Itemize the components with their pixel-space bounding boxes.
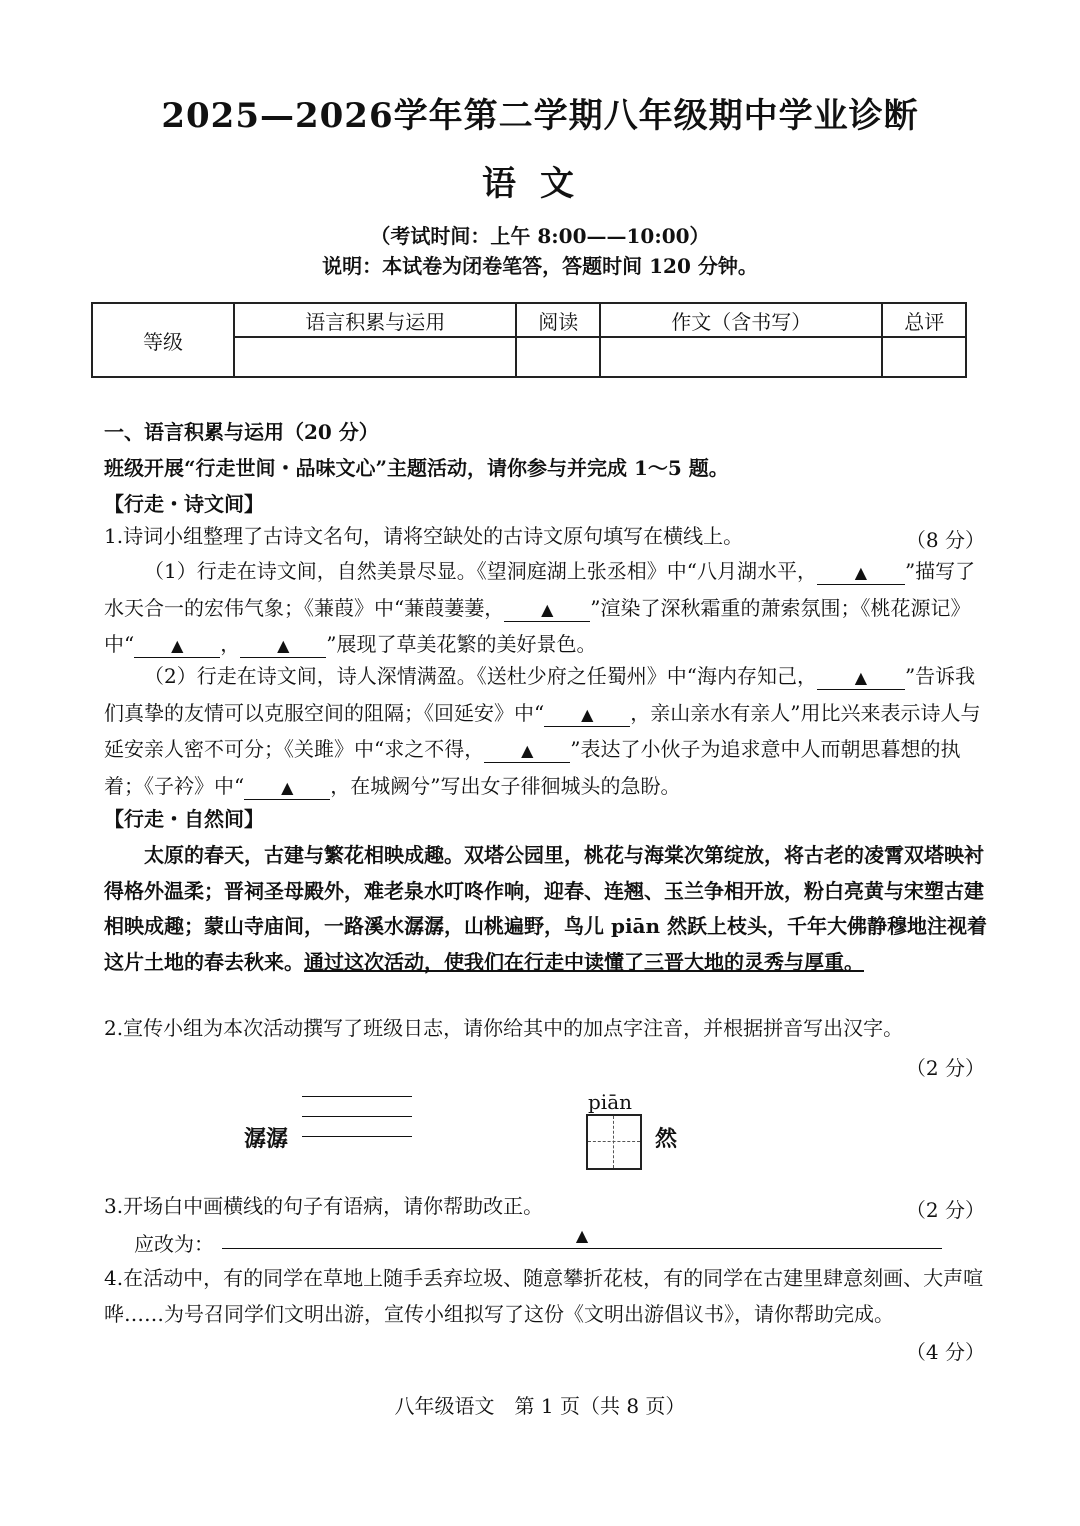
pinyin-line-2[interactable]	[302, 1116, 412, 1117]
grade-col-writing: 作文（含书写）	[600, 303, 882, 337]
q1-stem: 1.诗词小组整理了古诗文名句，请将空缺处的古诗文原句填写在横线上。	[104, 524, 744, 548]
grade-table	[91, 302, 967, 378]
exam-time: （考试时间：上午 8:00——10:00）	[370, 224, 710, 248]
pinyin-line-1[interactable]	[302, 1096, 412, 1097]
grade-col-reading: 阅读	[516, 303, 600, 337]
q4-stem: 4.在活动中，有的同学在草地上随手丢弃垃圾、随意攀折花枝，有的同学在古建里肆意刻画、大声喧哗……为号召同学们文明出游，宣传小组拟写了这份《文明出游倡议书》，请你帮助完成。	[104, 1266, 984, 1326]
answer-blank[interactable]: ▲	[484, 738, 570, 763]
grade-cell-total[interactable]	[882, 337, 966, 377]
q1-score: （8 分）	[905, 528, 985, 552]
pinyin-line-3[interactable]	[302, 1136, 412, 1137]
q2-score: （2 分）	[905, 1056, 985, 1080]
q3-answer-label: 应改为：	[134, 1232, 214, 1256]
q2-pinyin: piān	[588, 1090, 633, 1114]
q1-part2: （2）行走在诗文间，诗人深情满盈。《送杜少府之任蜀州》中“海内存知己， ▲ ”告诉我们真挚的友情可以克服空间的阻隔；《回延安》中“ ▲ ，亲山亲水有亲人”用比兴来表示诗人与延安亲人密不可分；《关雎》中“求之不得， ▲ ”表达了小伙子为追求意中人而朝思暮想的执着；《子衿》中“ ▲ ，在城阙兮”写出女子徘徊城头的急盼。	[104, 664, 981, 798]
subsection-poetry: 【行走・诗文间】	[104, 492, 264, 516]
answer-blank[interactable]: ▲	[244, 775, 330, 800]
subsection-nature: 【行走・自然间】	[104, 807, 264, 831]
answer-blank[interactable]: ▲	[240, 633, 326, 658]
grade-cell-language[interactable]	[234, 337, 516, 377]
q2-word: 潺潺	[244, 1126, 289, 1152]
nature-passage: 太原的春天，古建与繁花相映成趣。双塔公园里，桃花与海棠次第绽放，将古老的凌霄双塔映衬得格外温柔；晋祠圣母殿外，难老泉水叮咚作响，迎春、连翘、玉兰争相开放，粉白亮黄与宋塑古建相映成趣；蒙山寺庙间，一路溪水潺潺，山桃遍野，鸟儿 piān 然跃上枝头，千年大佛静穆地注视着这片土地的春去秋来。通过这次活动，使我们在行走中读懂了三晋大地的灵秀与厚重。	[104, 843, 988, 974]
q3-answer-line[interactable]: ▲	[222, 1226, 942, 1249]
q4-score: （4 分）	[905, 1340, 985, 1364]
grade-cell-writing[interactable]	[600, 337, 882, 377]
subject-title: 语文	[482, 164, 598, 204]
exam-title: 2025—2026学年第二学期八年级期中学业诊断	[161, 96, 919, 136]
grade-cell-reading[interactable]	[516, 337, 600, 377]
answer-blank[interactable]: ▲	[504, 597, 590, 622]
character-box[interactable]	[586, 1114, 642, 1170]
page-footer: 八年级语文 第 1 页（共 8 页）	[394, 1394, 686, 1418]
q2-ran: 然	[655, 1126, 678, 1152]
q2-stem: 2.宣传小组为本次活动撰写了班级日志，请你给其中的加点字注音，并根据拼音写出汉字。	[104, 1016, 904, 1040]
underlined-sentence: 通过这次活动，使我们在行走中读懂了三晋大地的灵秀与厚重。	[304, 949, 864, 974]
q3-stem: 3.开场白中画横线的句子有语病，请你帮助改正。	[104, 1194, 544, 1218]
q3-score: （2 分）	[905, 1198, 985, 1222]
answer-blank[interactable]: ▲	[134, 633, 220, 658]
section-intro: 班级开展“行走世间・品味文心”主题活动，请你参与并完成 1～5 题。	[104, 456, 729, 480]
answer-blank[interactable]: ▲	[817, 560, 905, 585]
grade-row-label: 等级	[92, 303, 234, 377]
answer-blank[interactable]: ▲	[817, 665, 905, 690]
grade-col-language: 语言积累与运用	[234, 303, 516, 337]
grade-col-total: 总评	[882, 303, 966, 337]
q1-part1: （1）行走在诗文间，自然美景尽显。《望洞庭湖上张丞相》中“八月湖水平， ▲ ”描写了水天合一的宏伟气象；《蒹葭》中“蒹葭萋萋， ▲ ”渲染了深秋霜重的萧索氛围；《桃花源记》中“ ▲ ， ▲ ”展现了草美花繁的美好景色。	[104, 559, 976, 656]
exam-note: 说明：本试卷为闭卷笔答，答题时间 120 分钟。	[322, 254, 758, 278]
answer-blank[interactable]: ▲	[544, 702, 630, 727]
section-heading: 一、语言积累与运用（20 分）	[104, 420, 379, 444]
